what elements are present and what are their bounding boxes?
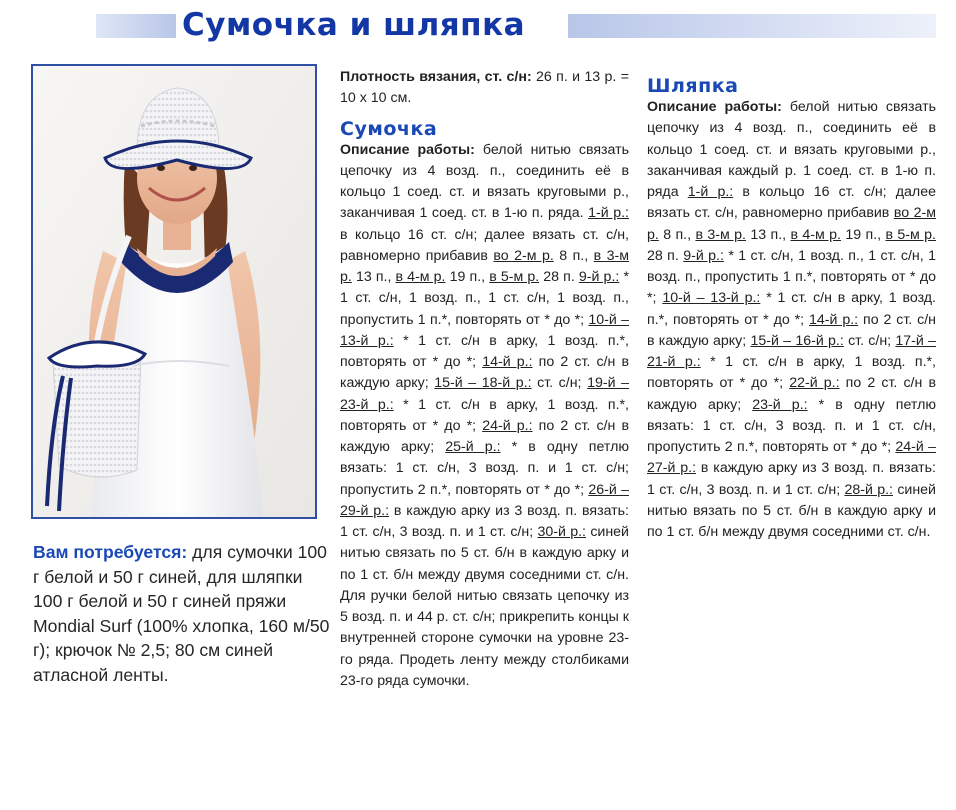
row-ref: 24-й р.:: [482, 417, 533, 434]
instruction-text: в кольцо 16 ст. с/н; далее вязать ст. с/н, равномерно прибавив: [340, 226, 629, 264]
row-ref: в 5-м р.: [489, 269, 540, 285]
hat-desc-label: Описание работы:: [647, 99, 782, 115]
instruction-text: синей нитью вязать по 5 ст. б/н в каждую арку и по 1 ст. б/н между двумя соседними ст. с/н.: [647, 481, 936, 540]
instruction-text: * 1 ст. с/н в арку, 1 возд. п.*, повторять от * до *;: [340, 396, 629, 434]
bag-description: [340, 140, 629, 693]
instruction-text: * 1 ст. с/н, 1 возд. п., 1 ст. с/н, 1 возд. п., пропустить 1 п.*, повторять от * до *;: [647, 247, 936, 307]
row-ref: 25-й р.:: [445, 439, 501, 455]
instruction-text: 19 п.,: [445, 269, 490, 285]
instruction-text: 8 п.,: [553, 247, 594, 264]
row-ref: в 3-м р.: [340, 247, 629, 285]
row-ref: во 2-м р.: [493, 247, 554, 264]
instruction-text: * в одну петлю вязать: 1 ст. с/н, 3 возд. п. и 1 ст. с/н, пропустить 2 п.*, повторять от * до *;: [647, 396, 936, 455]
instruction-text: белой нитью связать цепочку из 4 возд. п., соединить её в кольцо 1 соед. ст. и вязать круговыми р., заканчивая 1 соед. ст. в 1-ю п. ряда.: [340, 141, 629, 222]
row-ref: в 5-м р.: [885, 226, 936, 243]
row-ref: 10-й – 13-й р.:: [662, 290, 761, 307]
title-decor-left: [96, 14, 176, 38]
instruction-text: 19 п.,: [840, 226, 886, 243]
row-ref: 15-й – 16-й р.:: [750, 332, 844, 349]
density-paragraph: [340, 67, 629, 110]
instruction-text: по 2 ст. с/н в каждую арку;: [647, 311, 936, 349]
instruction-text: в кольцо 16 ст. с/н; далее вязать ст. с/н, равномерно прибавив: [647, 184, 936, 222]
density-label: Плотность вязания, ст. с/н:: [340, 69, 532, 85]
row-ref: 17-й – 21-й р.:: [647, 332, 936, 370]
materials-text: [33, 540, 333, 688]
bag-desc-label: Описание работы:: [340, 141, 475, 158]
page-title: Сумочка и шляпка: [182, 7, 526, 43]
instruction-text: 13 п.,: [745, 226, 791, 243]
row-ref: 14-й р.:: [809, 311, 859, 328]
row-ref: 30-й р.:: [537, 524, 586, 540]
instruction-text: по 2 ст. с/н в каждую арку;: [647, 375, 936, 413]
hat-description: [647, 97, 936, 543]
row-ref: 28-й р.:: [844, 481, 893, 498]
instruction-text: в каждую арку из 3 возд. п. вязать: 1 ст. с/н, 3 возд. п. и 1 ст. с/н;: [340, 502, 629, 540]
materials-label: Вам потребуется:: [33, 542, 188, 562]
row-ref: 1-й р.:: [588, 205, 629, 222]
row-ref: 23-й р.:: [752, 396, 808, 413]
hat-heading: Шляпка: [647, 75, 739, 97]
row-ref: в 3-м р.: [695, 226, 746, 243]
row-ref: 10-й – 13-й р.:: [340, 311, 630, 349]
row-ref: 26-й – 29-й р.:: [340, 481, 630, 519]
row-ref: в 4-м р.: [790, 226, 841, 243]
instruction-text: ст. с/н;: [531, 375, 588, 392]
materials-body: для сумочки 100 г белой и 50 г синей, для шляпки 100 г белой и 50 г синей пряжи Mondial Surf (100% хлопка, 160 м/50 г); крючок № 2,5; 80 см синей атласной ленты.: [33, 542, 330, 685]
row-ref: во 2-м р.: [647, 205, 936, 243]
instruction-text: * в одну петлю вязать: 1 ст. с/н, 3 возд. п. и 1 ст. с/н; пропустить 2 п.*, повторять от * до *;: [340, 439, 629, 498]
text-column-right: [647, 67, 936, 543]
bag-heading: Сумочка: [340, 117, 438, 140]
instruction-text: в каждую арку из 3 возд. п. вязать: 1 ст. с/н, 3 возд. п. и 1 ст. с/н;: [647, 460, 936, 498]
instruction-text: 13 п.,: [351, 269, 396, 285]
row-ref: 22-й р.:: [789, 375, 840, 392]
row-ref: 9-й р.:: [683, 247, 724, 264]
instruction-text: * 1 ст. с/н, 1 возд. п., 1 ст. с/н, 1 возд. п., пропустить 1 п.*, повторять от * до *;: [340, 269, 629, 328]
row-ref: 1-й р.:: [687, 184, 734, 200]
row-ref: 9-й р.:: [578, 269, 620, 285]
photo-girl-with-hat-and-bag: [31, 64, 317, 519]
row-ref: 19-й – 23-й р.:: [340, 375, 629, 413]
instruction-text: 28 п.: [647, 247, 684, 264]
instruction-text: по 2 ст. с/н в каждую арку;: [340, 354, 629, 392]
row-ref: 24-й – 27-й р.:: [647, 439, 937, 477]
instruction-text: ст. с/н;: [843, 332, 896, 349]
row-ref: 14-й р.:: [482, 354, 533, 370]
instruction-text: 8 п.,: [658, 226, 696, 243]
title-decor-right: [568, 14, 936, 38]
row-ref: 15-й – 18-й р.:: [434, 375, 532, 392]
instruction-text: * 1 ст. с/н в арку, 1 возд. п.*, повторять от * до *;: [647, 290, 937, 328]
instruction-text: * 1 ст. с/н в арку, 1 возд. п.*, повторять от * до *;: [340, 332, 629, 370]
density-text: 26 п. и 13 р. = 10 х 10 см.: [340, 69, 629, 107]
instruction-text: 28 п.: [539, 269, 579, 285]
instruction-text: по 2 ст. с/н в каждую арку;: [340, 417, 629, 455]
text-column-middle: [340, 67, 629, 692]
instruction-text: * 1 ст. с/н в арку, 1 возд. п.*, повторять от * до *;: [647, 354, 936, 392]
row-ref: в 4-м р.: [395, 269, 446, 285]
instruction-text: белой нитью связать цепочку из 4 возд. п., соединить её в кольцо 1 соед. ст. и вязать круговыми р., заканчивая каждый р. 1 соед. ст. в 1-ю п. ряда: [647, 99, 936, 200]
instruction-text: синей нитью связать по 5 ст. б/н в каждую арку и по 1 ст. б/н между двумя соседними ст. с/н. Для ручки белой нитью связать цепочку из 5 возд. п. и 44 р. ст. с/н; прикрепить концы к внутренней стороне сумочки на уровне 23-го ряда. Продеть ленту между столбиками 23-го ряда сумочки.: [340, 524, 629, 689]
